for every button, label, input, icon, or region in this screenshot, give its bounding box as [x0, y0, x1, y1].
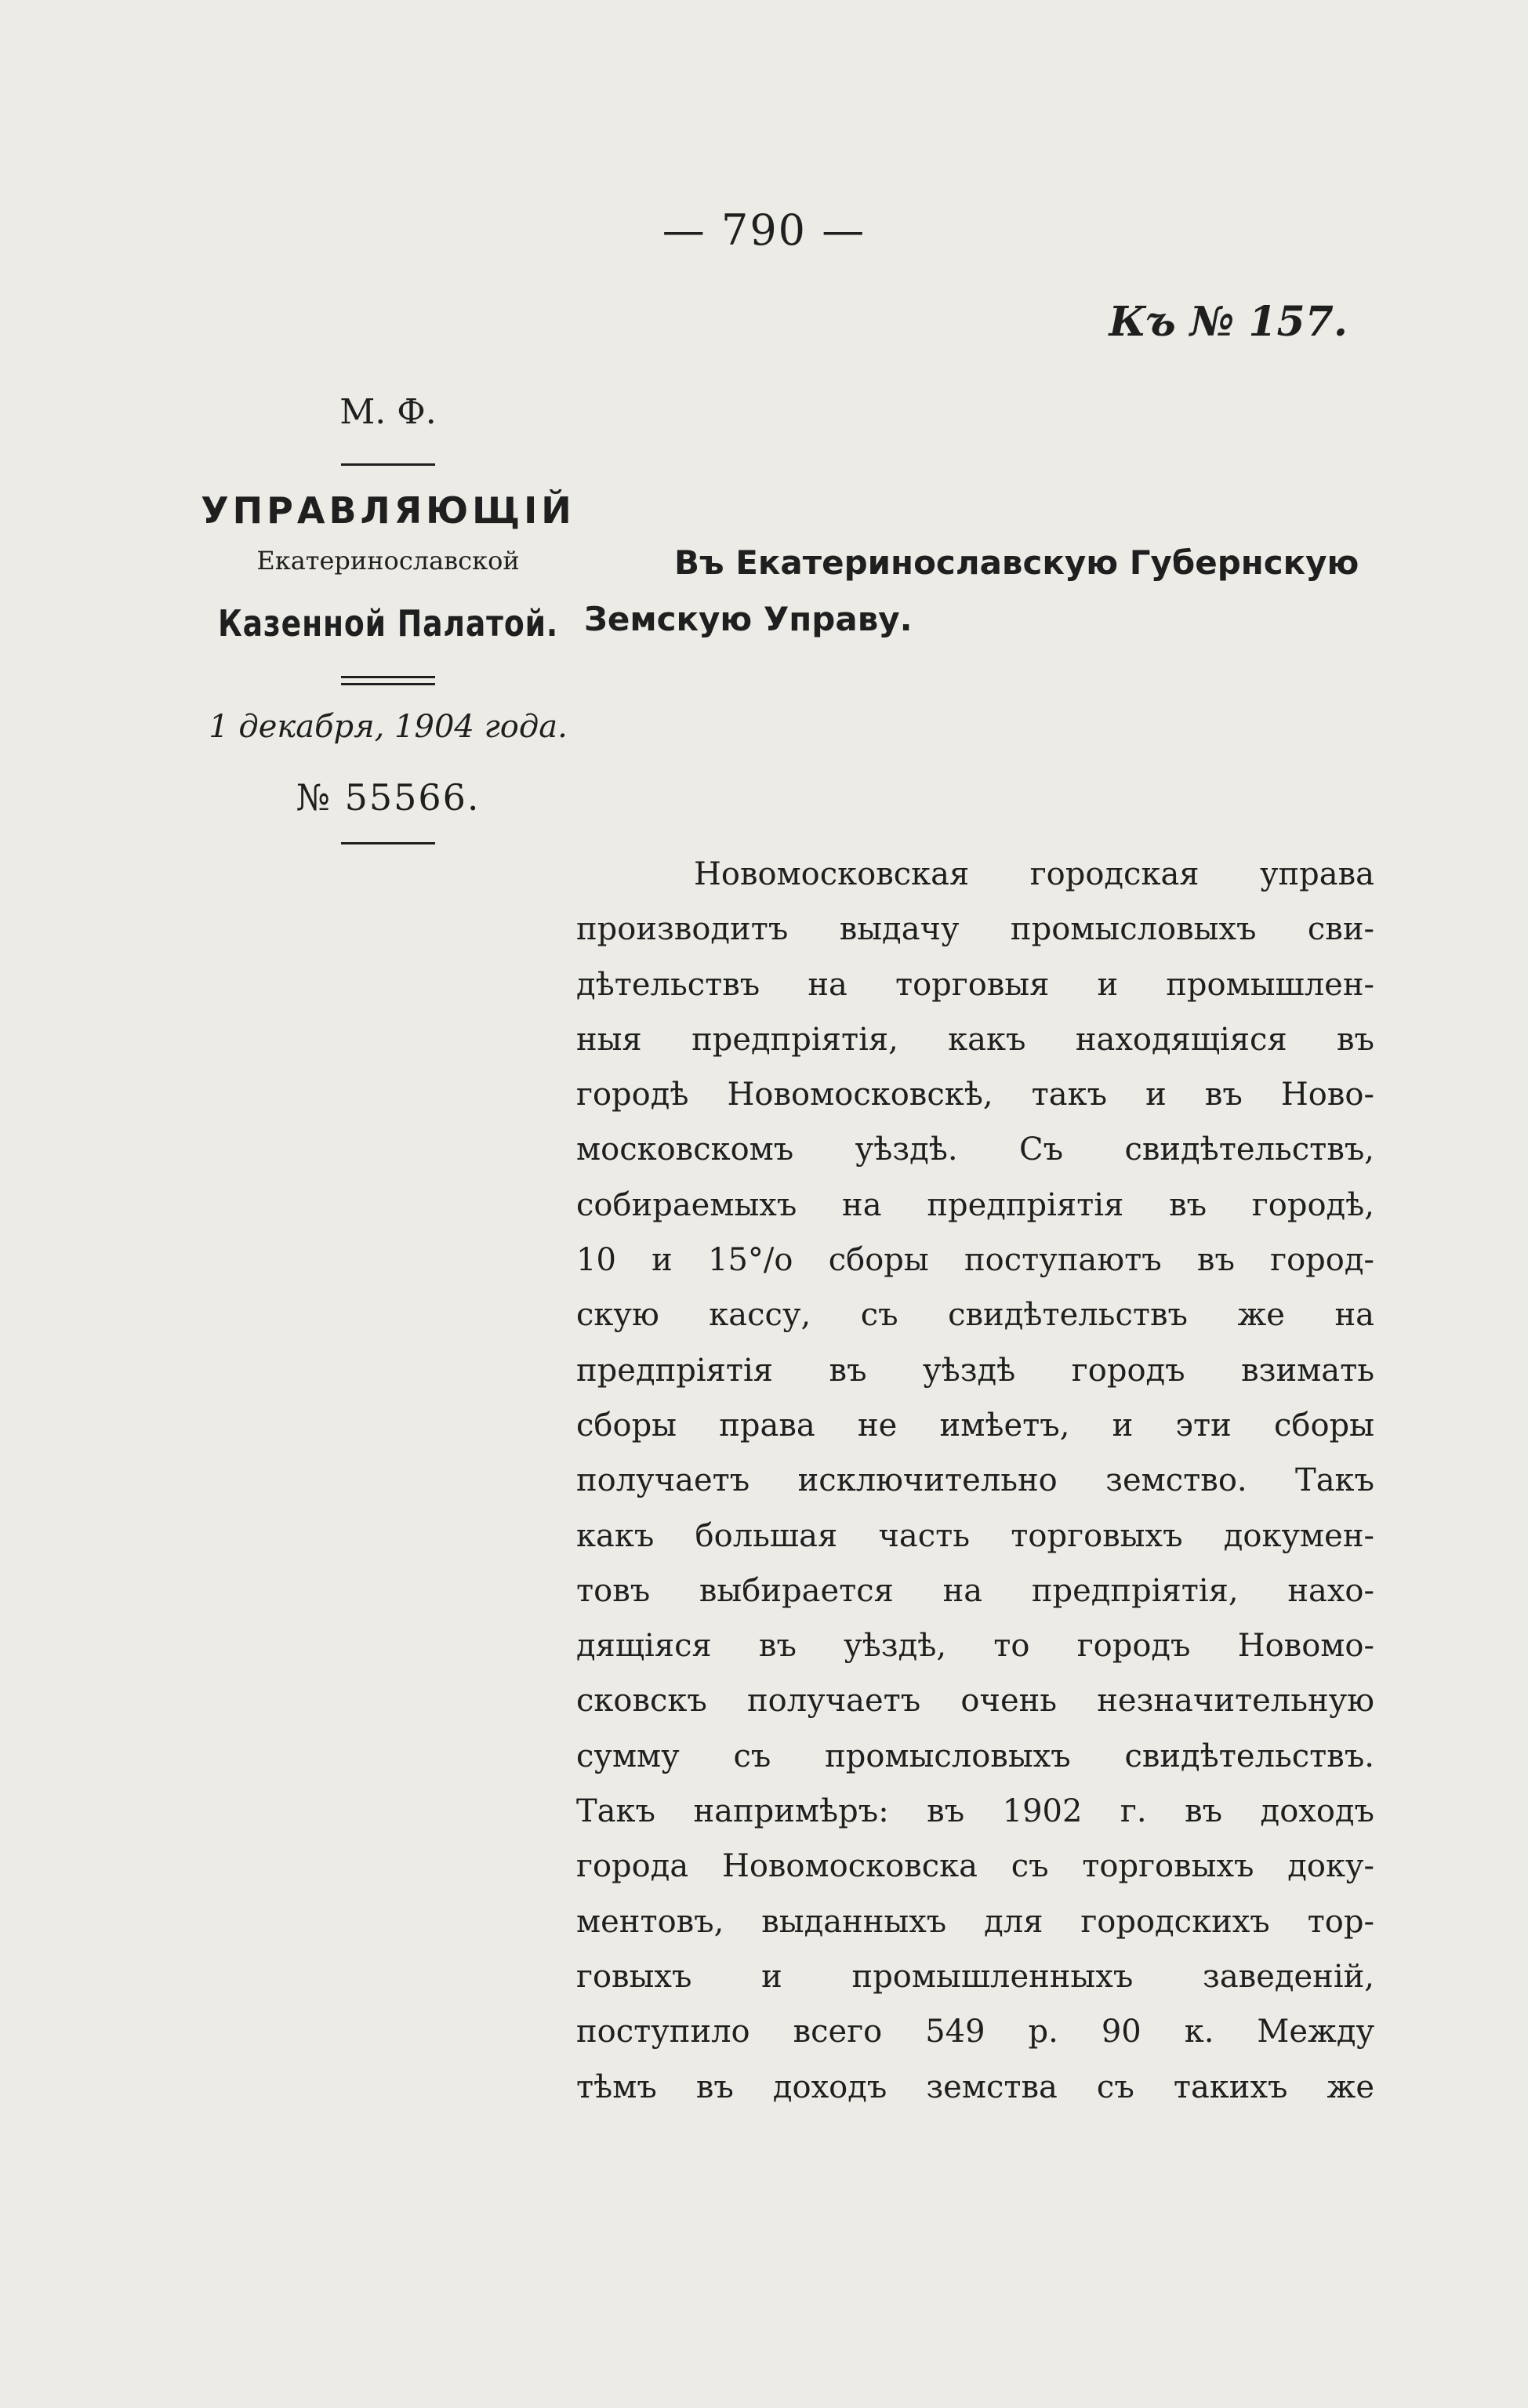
divider [341, 842, 435, 844]
body-line: предпріятія въ уѣздѣ городъ взимать [576, 1352, 1374, 1389]
body-line: говыхъ и промышленныхъ заведеній, [576, 1958, 1374, 1995]
body-line: собираемыхъ на предпріятія въ городѣ, [576, 1186, 1374, 1223]
body-line: сумму съ промысловыхъ свидѣтельствъ. [576, 1738, 1374, 1774]
addressee-line: Земскую Управу. [584, 600, 913, 638]
body-line: сковскъ получаетъ очень незначительную [576, 1683, 1374, 1720]
body-line: ментовъ, выданныхъ для городскихъ тор- [576, 1903, 1374, 1940]
body-line: ныя предпріятія, какъ находящіяся въ [576, 1021, 1374, 1058]
letter-date: 1 декабря, 1904 года. [209, 709, 568, 745]
body-line: скую кассу, съ свидѣтельствъ же на [576, 1297, 1374, 1334]
body-line: получаетъ исключительно земство. Такъ [576, 1462, 1374, 1499]
outgoing-number: № 55566. [296, 776, 481, 819]
letter-body [576, 847, 1374, 2115]
body-line: Новомосковская городская управа [694, 856, 1374, 892]
body-line: московскомъ уѣздѣ. Съ свидѣтельствъ, [576, 1131, 1374, 1168]
divider [341, 463, 435, 466]
addressee-block [584, 535, 1376, 648]
page-number: — 790 — [662, 205, 866, 255]
body-line: дѣтельствъ на торговыя и промышлен- [576, 966, 1374, 1003]
sender-block [180, 392, 596, 844]
double-divider [341, 676, 435, 685]
body-line: какъ большая часть торговыхъ докумен- [576, 1517, 1374, 1554]
department-label: М. Ф. [339, 392, 437, 432]
body-line: товъ выбирается на предпріятія, нахо- [576, 1572, 1374, 1609]
body-line: городѣ Новомосковскѣ, такъ и въ Ново- [576, 1077, 1374, 1113]
body-line: поступило всего 549 р. 90 к. Между [576, 2014, 1374, 2050]
sender-title: УПРАВЛЯЮЩІЙ [201, 489, 575, 532]
addressee-line: Въ Екатеринославскую Губернскую [674, 543, 1359, 582]
body-line: города Новомосковска съ торговыхъ доку- [576, 1848, 1374, 1885]
reference-number: Къ № 157. [1109, 298, 1348, 346]
body-line: 10 и 15°/о сборы поступаютъ въ город- [576, 1242, 1374, 1279]
sender-region: Екатеринославской [256, 546, 520, 576]
body-line: дящіяся въ уѣздѣ, то городъ Новомо- [576, 1628, 1374, 1665]
body-line: сборы права не имѣетъ, и эти сборы [576, 1407, 1374, 1444]
sender-chamber: Казенной Палатой. [218, 602, 558, 645]
body-line: Такъ напримѣръ: въ 1902 г. въ доходъ [576, 1793, 1374, 1830]
body-line: тѣмъ въ доходъ земства съ такихъ же [576, 2068, 1374, 2105]
body-line: производитъ выдачу промысловыхъ сви- [576, 911, 1374, 948]
